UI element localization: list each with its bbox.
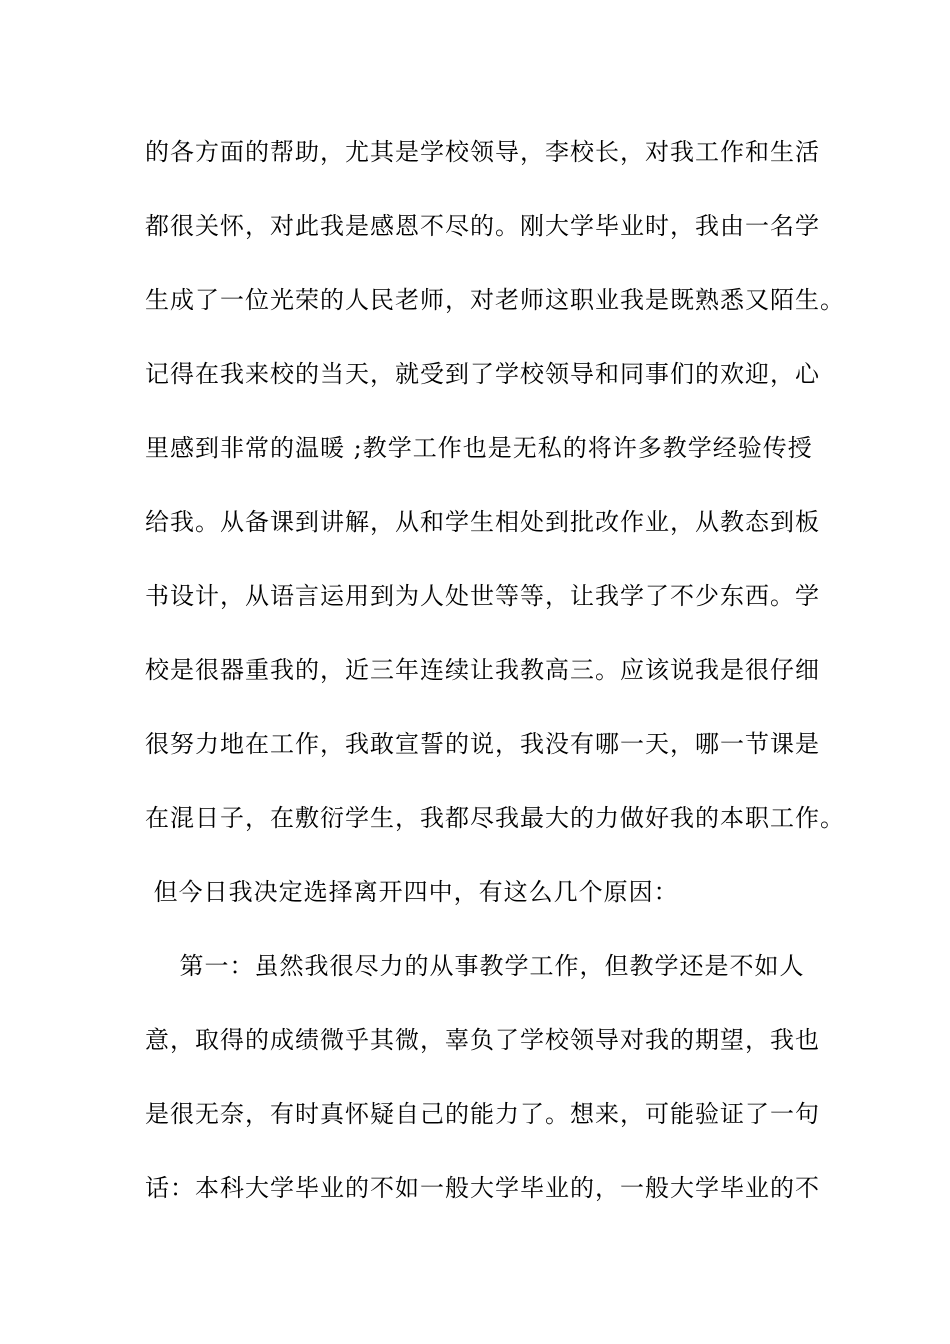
text-line: 记得在我来校的当天，就受到了学校领导和同事们的欢迎，心 xyxy=(145,360,820,388)
text-line: 里感到非常的温暖 ;教学工作也是无私的将许多教学经验传授 xyxy=(145,434,813,462)
text-line: 生成了一位光荣的人民老师，对老师这职业我是既熟悉又陌生。 xyxy=(145,286,845,314)
text-line: 意，取得的成绩微乎其微，辜负了学校领导对我的期望，我也 xyxy=(145,1026,820,1054)
text-line: 话：本科大学毕业的不如一般大学毕业的，一般大学毕业的不 xyxy=(145,1174,820,1202)
text-line: 第一：虽然我很尽力的从事教学工作，但教学还是不如人 xyxy=(145,952,805,980)
text-line: 在混日子，在敷衍学生，我都尽我最大的力做好我的本职工作。 xyxy=(145,804,845,832)
text-line: 都很关怀，对此我是感恩不尽的。刚大学毕业时，我由一名学 xyxy=(145,212,820,240)
text-line: 的各方面的帮助，尤其是学校领导，李校长，对我工作和生活 xyxy=(145,138,820,166)
text-line: 是很无奈，有时真怀疑自己的能力了。想来，可能验证了一句 xyxy=(145,1100,820,1128)
text-line: 但今日我决定选择离开四中，有这么几个原因： xyxy=(145,878,679,906)
text-line: 校是很器重我的，近三年连续让我教高三。应该说我是很仔细 xyxy=(145,656,820,684)
text-line: 书设计，从语言运用到为人处世等等，让我学了不少东西。学 xyxy=(145,582,820,610)
text-line: 给我。从备课到讲解，从和学生相处到批改作业，从教态到板 xyxy=(145,508,820,536)
text-line: 很努力地在工作，我敢宣誓的说，我没有哪一天，哪一节课是 xyxy=(145,730,820,758)
